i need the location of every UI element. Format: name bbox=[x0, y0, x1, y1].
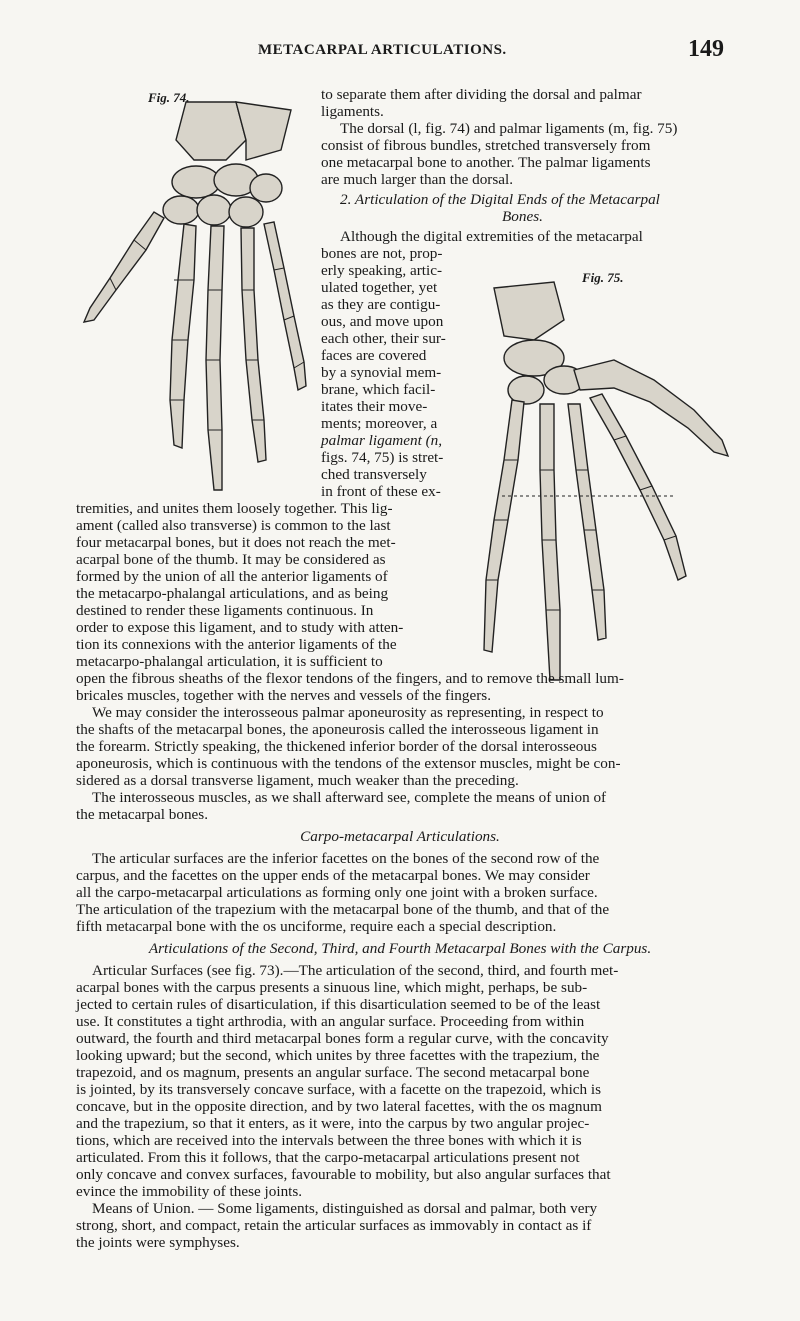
line: one metacarpal bone to another. The palmar ligaments bbox=[321, 154, 651, 171]
line: tions, which are received into the intervals between the three bones with which it is bbox=[76, 1132, 582, 1149]
line: The articular surfaces are the inferior facettes on the bones of the second row of the bbox=[92, 850, 600, 867]
line: use. It constitutes a tight arthrodia, with an angular surface. Proceeding from within bbox=[76, 1013, 585, 1030]
line: tremities, and unites them loosely together. This lig- bbox=[76, 500, 393, 517]
line: aponeurosis, which is continuous with the tendons of the extensor muscles, might be con- bbox=[76, 755, 621, 772]
line: the joints were symphyses. bbox=[76, 1234, 240, 1251]
line: the metacarpal bones. bbox=[76, 806, 208, 823]
line: jected to certain rules of disarticulation, if this disarticulation seemed to be of the least bbox=[76, 996, 601, 1013]
section-heading: Bones. bbox=[502, 208, 543, 225]
fig-75-illustration bbox=[464, 280, 736, 692]
line: sidered as a dorsal transverse ligament, much weaker than the preceding. bbox=[76, 772, 519, 789]
line: bones are not, prop- bbox=[321, 245, 443, 262]
line: all the carpo-metacarpal articulations as forming only one joint with a broken surface. bbox=[76, 884, 598, 901]
line: and the trapezium, so that it enters, as it were, into the carpus by two angular projec- bbox=[76, 1115, 590, 1132]
line: ulated together, yet bbox=[321, 279, 438, 296]
line: metacarpo-phalangal articulation, it is sufficient to bbox=[76, 653, 383, 670]
line: order to expose this ligament, and to study with atten- bbox=[76, 619, 404, 636]
line: ments; moreover, a bbox=[321, 415, 438, 432]
line: itates their move- bbox=[321, 398, 428, 415]
line: looking upward; but the second, which unites by three facettes with the trapezium, the bbox=[76, 1047, 600, 1064]
line: articulated. From this it follows, that the carpo-metacarpal articulations present not bbox=[76, 1149, 580, 1166]
line: acarpal bone of the thumb. It may be considered as bbox=[76, 551, 386, 568]
line: Articular Surfaces (see fig. 73).—The articulation of the second, third, and fourth met- bbox=[92, 962, 619, 979]
line: tion its connexions with the anterior ligaments of the bbox=[76, 636, 397, 653]
line: carpus, and the facettes on the upper ends of the metacarpal bones. We may consider bbox=[76, 867, 590, 884]
line: only concave and convex surfaces, favourable to mobility, but also angular surfaces that bbox=[76, 1166, 611, 1183]
line: erly speaking, artic- bbox=[321, 262, 443, 279]
line: are much larger than the dorsal. bbox=[321, 171, 514, 188]
line: outward, the fourth and third metacarpal bones form a regular curve, with the concavity bbox=[76, 1030, 609, 1047]
running-head: METACARPAL ARTICULATIONS. bbox=[258, 42, 507, 58]
line: to separate them after dividing the dorsal and palmar bbox=[321, 86, 642, 103]
line: figs. 74, 75) is stret- bbox=[321, 449, 444, 466]
line: fifth metacarpal bone with the os unciforme, require each a special description. bbox=[76, 918, 557, 935]
line: by a synovial mem- bbox=[321, 364, 442, 381]
fig-75-label: Fig. 75. bbox=[582, 270, 624, 285]
line: evince the immobility of these joints. bbox=[76, 1183, 303, 1200]
line: faces are covered bbox=[321, 347, 427, 364]
line: ligaments. bbox=[321, 103, 384, 120]
section-heading: 2. Articulation of the Digital Ends of the Metacarpal bbox=[340, 191, 660, 208]
line: open the fibrous sheaths of the flexor tendons of the fingers, and to remove the small lum- bbox=[76, 670, 624, 687]
line: acarpal bones with the carpus presents a sinuous line, which might, perhaps, be sub- bbox=[76, 979, 588, 996]
section-heading: Articulations of the Second, Third, and Fourth Metacarpal Bones with the Carpus. bbox=[148, 940, 652, 957]
line: concave, but in the opposite direction, and by two lateral facettes, with the os magnum bbox=[76, 1098, 602, 1115]
line: We may consider the interosseous palmar aponeurosity as representing, in respect to bbox=[92, 704, 604, 721]
line: ous, and move upon bbox=[321, 313, 444, 330]
line: brane, which facil- bbox=[321, 381, 436, 398]
line: four metacarpal bones, but it does not reach the met- bbox=[76, 534, 396, 551]
page-header bbox=[0, 36, 800, 70]
line: bricales muscles, together with the nerves and vessels of the fingers. bbox=[76, 687, 492, 704]
section-heading: Carpo-metacarpal Articulations. bbox=[300, 828, 500, 845]
line: strong, short, and compact, retain the articular surfaces as immovably in contact as if bbox=[76, 1217, 592, 1234]
fig-74-label: Fig. 74. bbox=[148, 90, 190, 105]
line: ched transversely bbox=[321, 466, 427, 483]
line: Although the digital extremities of the metacarpal bbox=[340, 228, 643, 245]
line: is jointed, by its transversely concave surface, with a facette on the trapezoid, which is bbox=[76, 1081, 602, 1098]
line: in front of these ex- bbox=[321, 483, 441, 500]
page-number: 149 bbox=[688, 36, 724, 62]
line: the forearm. Strictly speaking, the thickened inferior border of the dorsal interosseous bbox=[76, 738, 597, 755]
line: the metacarpo-phalangal articulations, and as being bbox=[76, 585, 389, 602]
line: palmar ligament (n, bbox=[321, 432, 443, 449]
line: formed by the union of all the anterior ligaments of bbox=[76, 568, 388, 585]
line: The articulation of the trapezium with the metacarpal bone of the thumb, and that of the bbox=[76, 901, 610, 918]
line: consist of fibrous bundles, stretched transversely from bbox=[321, 137, 651, 154]
line: the shafts of the metacarpal bones, the aponeurosis called the interosseous ligament in bbox=[76, 721, 599, 738]
line: destined to render these ligaments continuous. In bbox=[76, 602, 374, 619]
line: The dorsal (l, fig. 74) and palmar ligaments (m, fig. 75) bbox=[340, 120, 678, 137]
line: as they are contigu- bbox=[321, 296, 441, 313]
line: ament (called also transverse) is common to the last bbox=[76, 517, 391, 534]
line: Means of Union. — Some ligaments, distinguished as dorsal and palmar, both very bbox=[92, 1200, 598, 1217]
line: trapezoid, and os magnum, presents an angular surface. The second metacarpal bone bbox=[76, 1064, 590, 1081]
fig-74-illustration bbox=[76, 100, 316, 500]
line: each other, their sur- bbox=[321, 330, 446, 347]
line: The interosseous muscles, as we shall afterward see, complete the means of union of bbox=[92, 789, 607, 806]
